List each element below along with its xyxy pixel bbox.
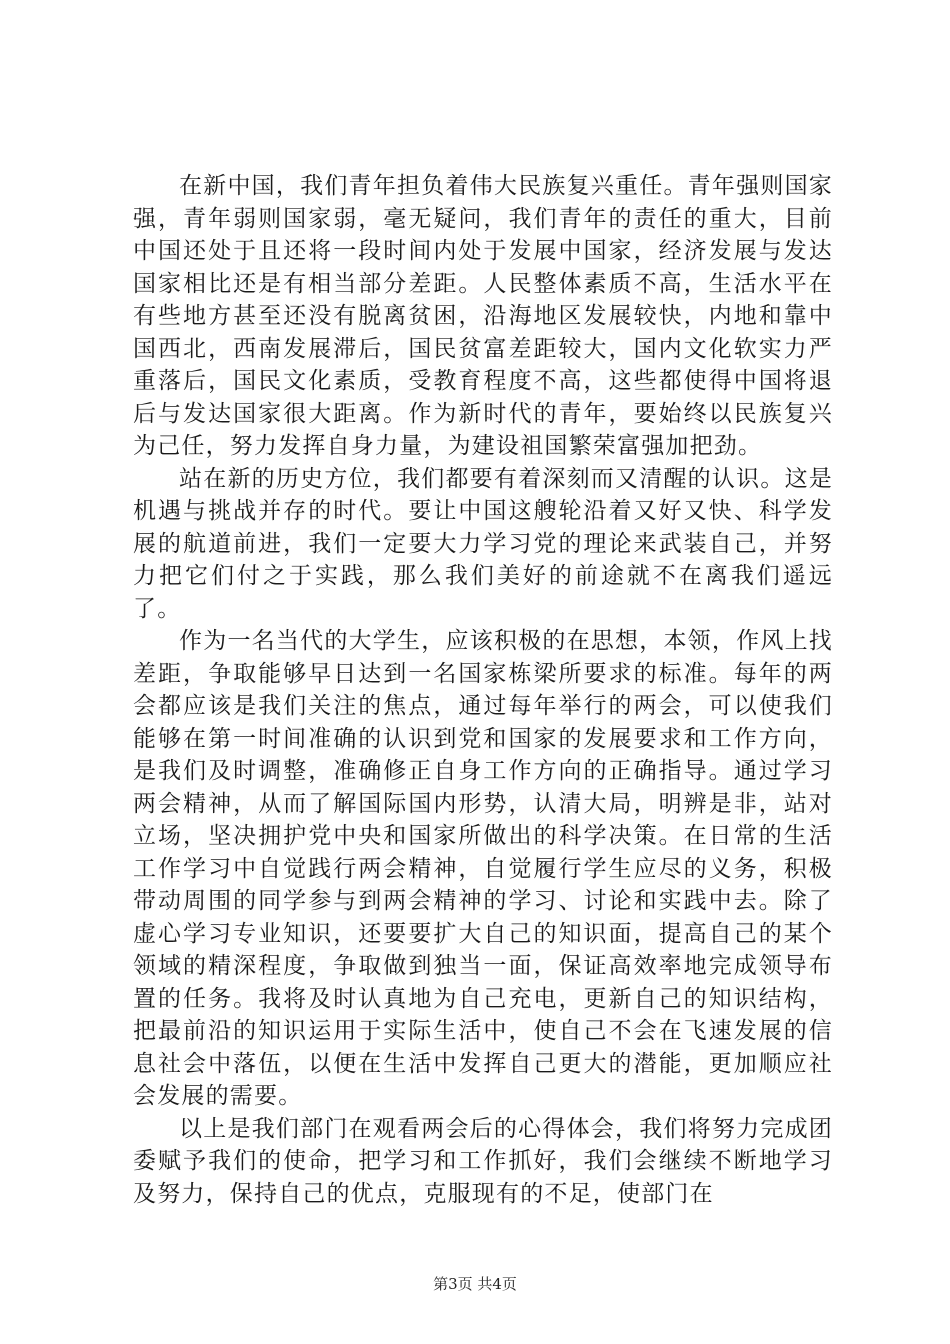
paragraph-3: 作为一名当代的大学生，应该积极的在思想，本领，作风上找差距，争取能够早日达到一名国家栋梁所要求的标准。每年的两会都应该是我们关注的焦点，通过每年举行的两会，可以使我们能够在第一时间准确的认识到党和国家的发展要求和工作方向，是我们及时调整，准确修正自身工作方向的正确指导。通过学习两会精神，从而了解国际国内形势，认清大局，明辨是非，站对立场，坚决拥护党中央和国家所做出的科学决策。在日常的生活工作学习中自觉践行两会精神，自觉履行学生应尽的义务，积极带动周围的同学参与到两会精神的学习、讨论和实践中去。除了虚心学习专业知识，还要要扩大自己的知识面，提高自己的某个领域的精深程度，争取做到独当一面，保证高效率地完成领导布置的任务。我将及时认真地为自己充电，更新自己的知识结构，把最前沿的知识运用于实际生活中，使自己不会在飞速发展的信息社会中落伍，以便在生活中发挥自己更大的潜能，更加顺应社会发展的需要。 [133,628,833,1109]
page-footer: 第3页 共4页 [433,1275,517,1293]
document-body [133,170,833,1210]
paragraph-1: 在新中国，我们青年担负着伟大民族复兴重任。青年强则国家强，青年弱则国家弱，毫无疑问，我们青年的责任的重大，目前中国还处于且还将一段时间内处于发展中国家，经济发展与发达国家相比还是有相当部分差距。人民整体素质不高，生活水平在有些地方甚至还没有脱离贫困，沿海地区发展较快，内地和靠中国西北，西南发展滞后，国民贫富差距较大，国内文化软实力严重落后，国民文化素质，受教育程度不高，这些都使得中国将退后与发达国家很大距离。作为新时代的青年，要始终以民族复兴为己任，努力发挥自身力量，为建设祖国繁荣富强加把劲。 [133,173,833,459]
paragraph-2: 站在新的历史方位，我们都要有着深刻而又清醒的认识。这是机遇与挑战并存的时代。要让中国这艘轮沿着又好又快、科学发展的航道前进，我们一定要大力学习党的理论来武装自己，并努力把它们付之于实践，那么我们美好的前途就不在离我们遥远了。 [133,465,833,622]
paragraph-4: 以上是我们部门在观看两会后的心得体会，我们将努力完成团委赋予我们的使命，把学习和工作抓好，我们会继续不断地学习及努力，保持自己的优点，克服现有的不足，使部门在 [133,1115,833,1207]
